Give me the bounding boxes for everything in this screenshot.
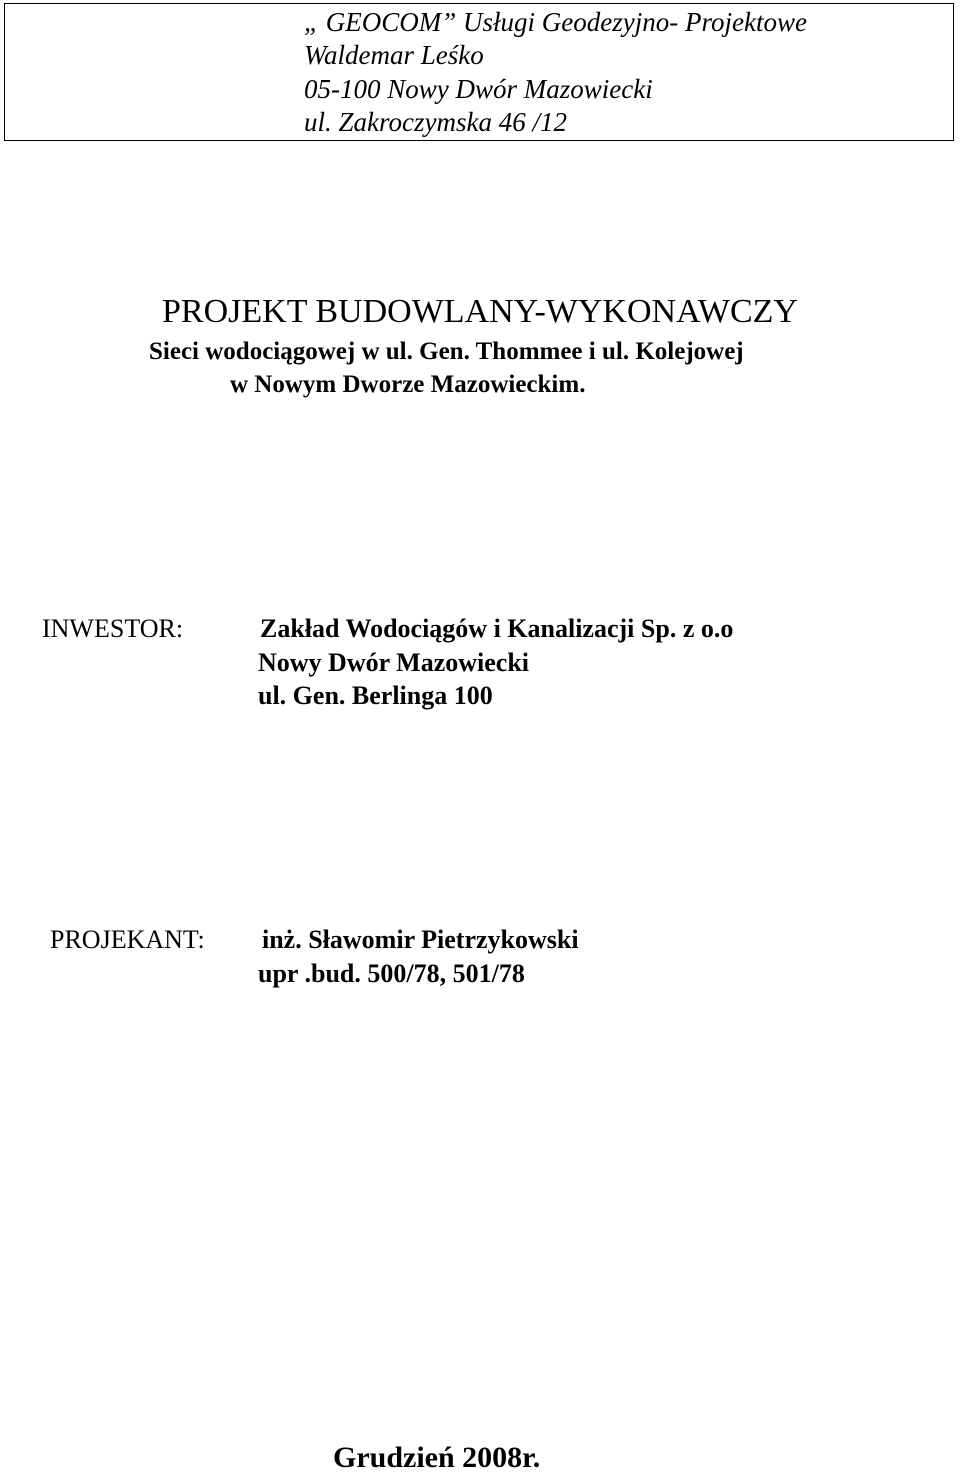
project-subtitle-line1: Sieci wodociągowej w ul. Gen. Thommee i ul. Kolejowej bbox=[149, 338, 744, 365]
project-subtitle-line2: w Nowym Dworze Mazowieckim. bbox=[230, 371, 586, 398]
company-street: ul. Zakroczymska 46 /12 bbox=[304, 107, 567, 137]
investor-name: Zakład Wodociągów i Kanalizacji Sp. z o.o bbox=[260, 614, 734, 643]
designer-license: upr .bud. 500/78, 501/78 bbox=[258, 959, 525, 988]
investor-label: INWESTOR: bbox=[42, 614, 184, 643]
designer-label: PROJEKANT: bbox=[50, 925, 205, 954]
company-city: 05-100 Nowy Dwór Mazowiecki bbox=[304, 74, 653, 104]
investor-address: ul. Gen. Berlinga 100 bbox=[258, 681, 493, 710]
document-date: Grudzień 2008r. bbox=[333, 1441, 541, 1474]
designer-name: inż. Sławomir Pietrzykowski bbox=[262, 925, 579, 954]
project-title: PROJEKT BUDOWLANY-WYKONAWCZY bbox=[162, 293, 798, 330]
company-owner: Waldemar Leśko bbox=[304, 40, 484, 70]
investor-city: Nowy Dwór Mazowiecki bbox=[258, 648, 530, 677]
company-name: „ GEOCOM” Usługi Geodezyjno- Projektowe bbox=[304, 7, 807, 37]
